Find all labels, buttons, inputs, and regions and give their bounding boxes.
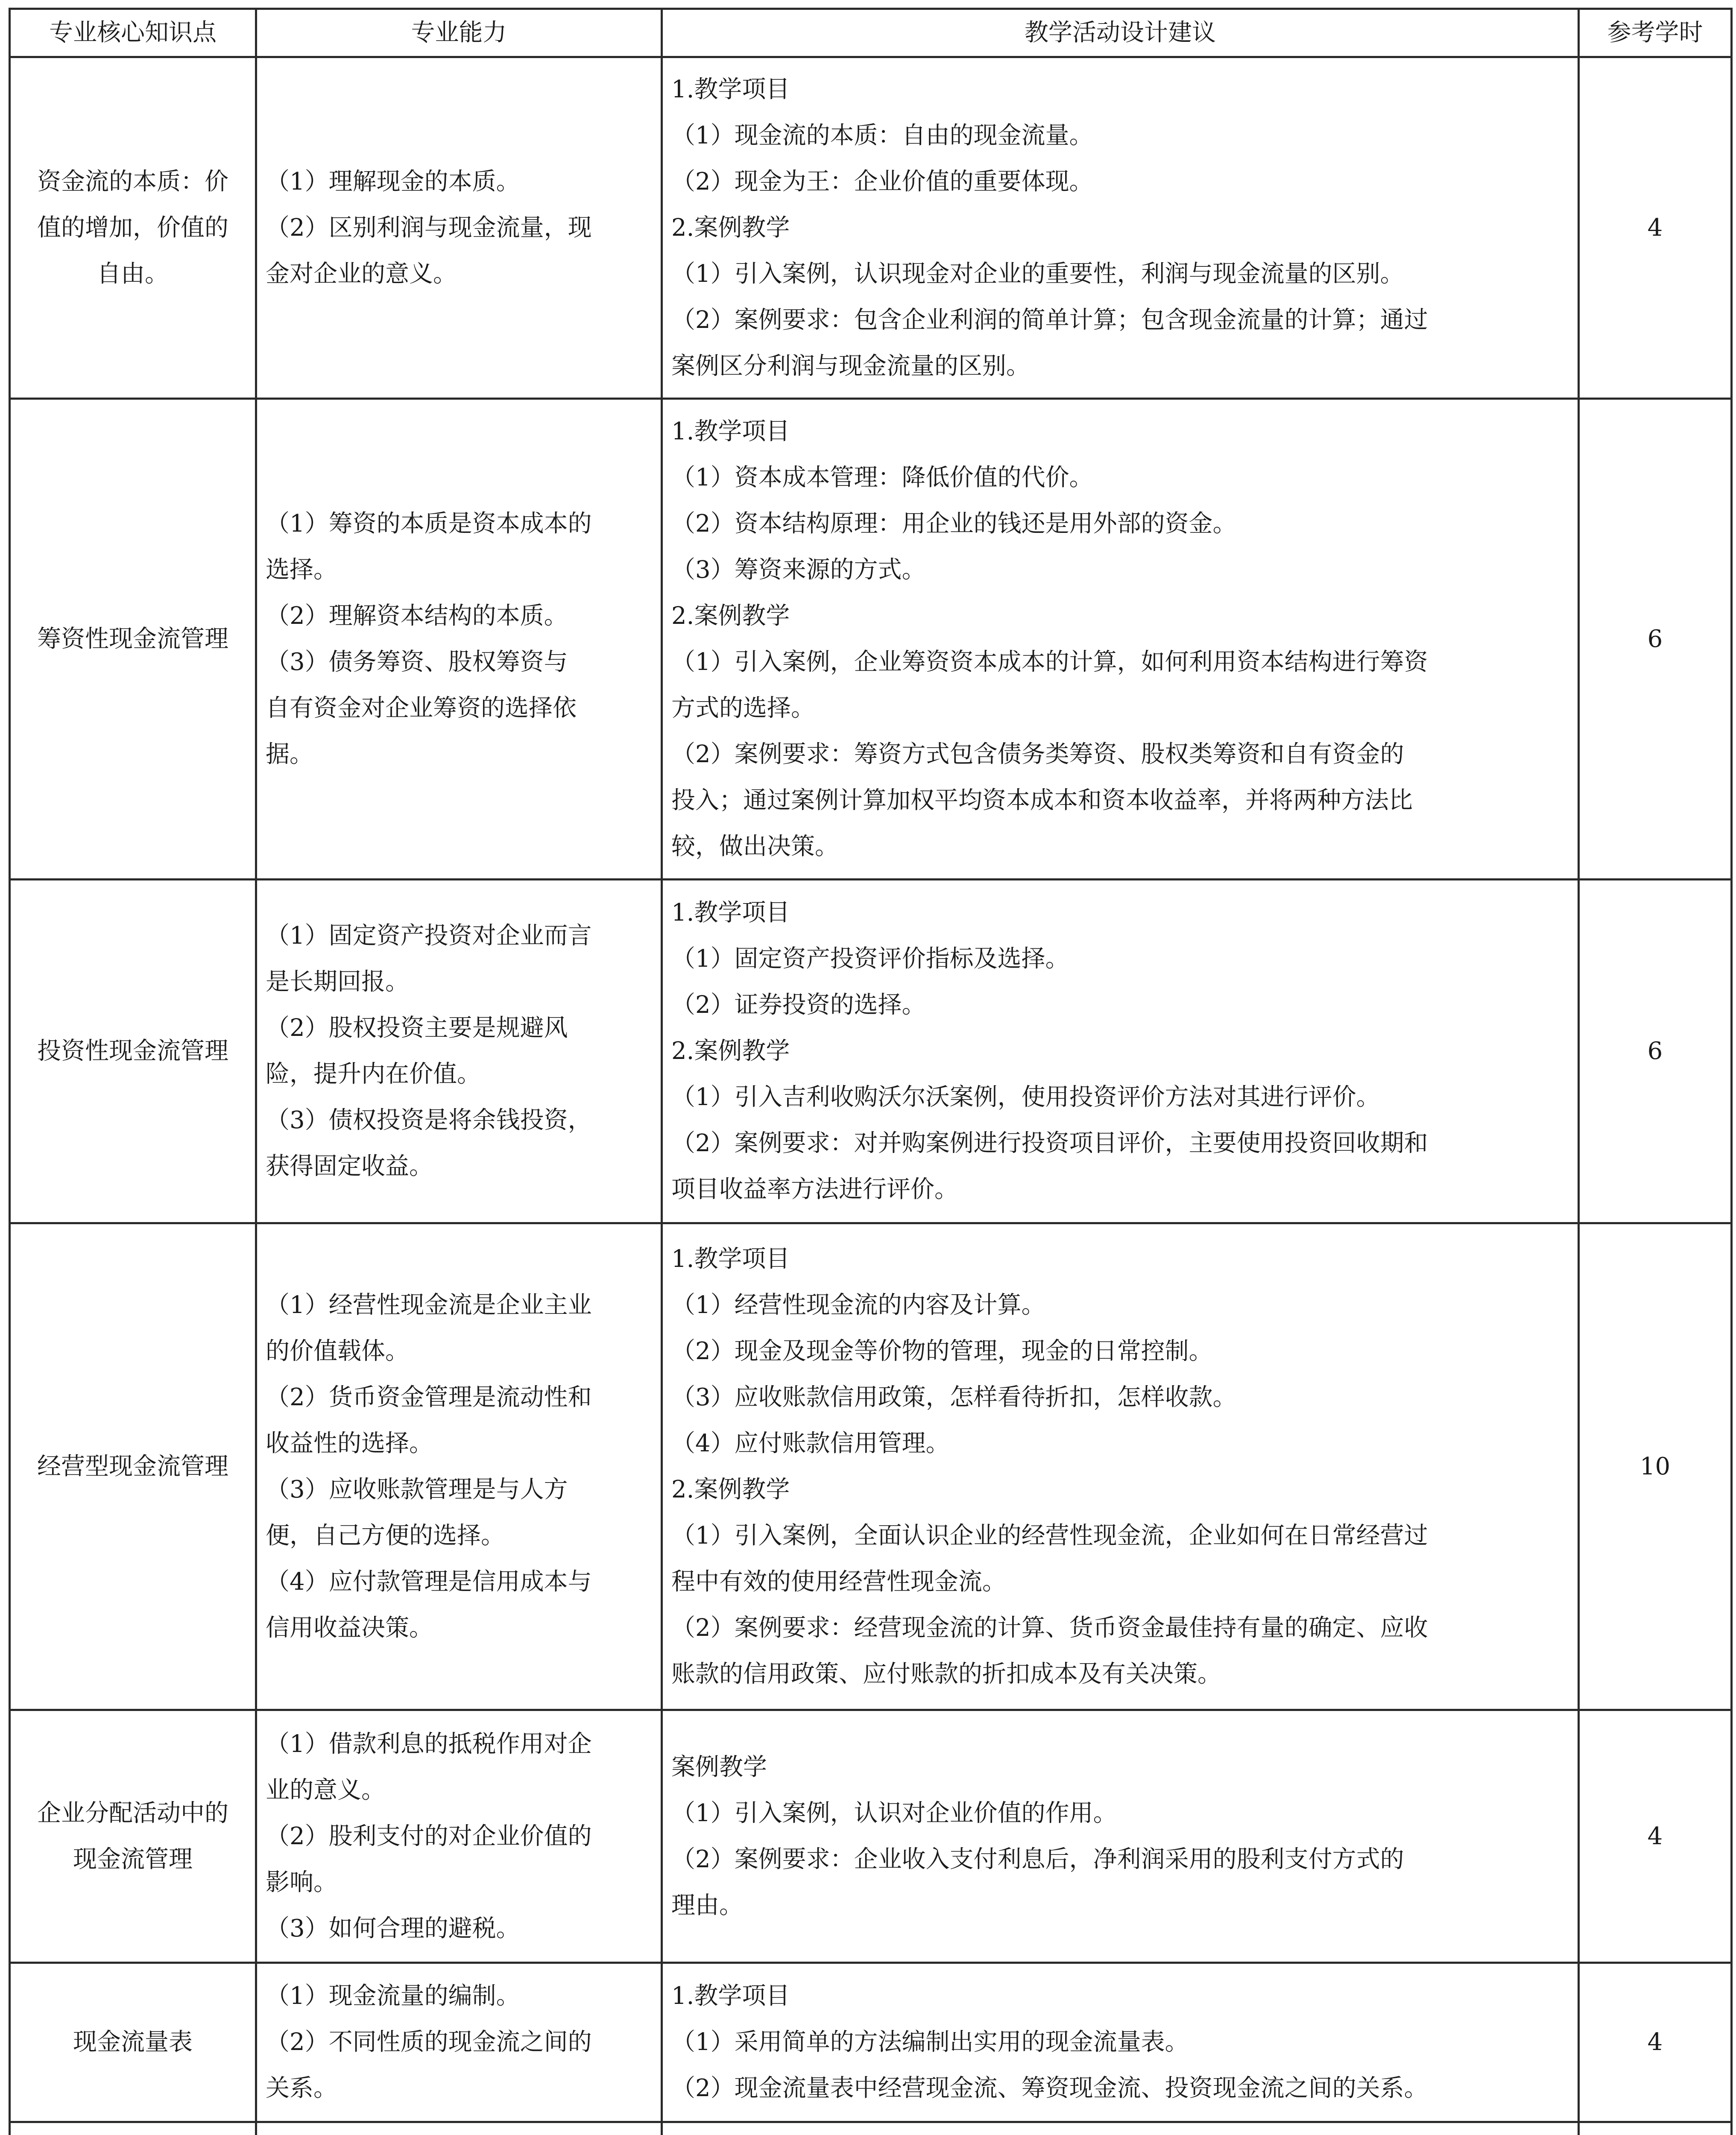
cell-ability xyxy=(256,1963,662,2122)
cell-ability-line: （1）固定资产投资对企业而言 xyxy=(266,922,592,950)
table-row xyxy=(10,880,1732,1223)
cell-ability-line: 便，自己方便的选择。 xyxy=(266,1521,505,1550)
cell-ability-line: 自有资金对企业筹资的选择依 xyxy=(266,694,577,722)
cell-ability-line: 险，提升内在价值。 xyxy=(266,1060,481,1088)
cell-activity-line: （2）现金及现金等价物的管理，现金的日常控制。 xyxy=(671,1337,1213,1365)
cell-knowledge xyxy=(10,880,256,1223)
table-row xyxy=(10,1710,1732,1963)
cell-ability-line: （1）现金流量的编制。 xyxy=(266,1982,520,2010)
cell-ability-line: （4）应付款管理是信用成本与 xyxy=(266,1568,592,1596)
cell-activity-line: 理由。 xyxy=(671,1891,743,1919)
cell-activity-line: 较，做出决策。 xyxy=(671,832,839,860)
cell-ability-line: （3）如何合理的避税。 xyxy=(266,1914,520,1942)
cell-activity-line: 1.教学项目 xyxy=(671,1982,790,2010)
cell-ability-line: （1）经营性现金流是企业主业 xyxy=(266,1291,592,1319)
cell-activity xyxy=(662,2122,1579,2135)
cell-activity-line: 1.教学项目 xyxy=(671,417,790,445)
cell-activity-line: （2）案例要求：对并购案例进行投资项目评价，主要使用投资回收期和 xyxy=(671,1129,1428,1157)
cell-ability-line: （3）应收账款管理是与人方 xyxy=(266,1475,568,1503)
cell-ability-line: 的价值载体。 xyxy=(266,1337,409,1365)
table-row xyxy=(10,399,1732,880)
cell-activity-line: （1）经营性现金流的内容及计算。 xyxy=(671,1291,1045,1319)
cell-activity-line: 案例教学 xyxy=(671,1753,767,1781)
cell-activity-line: （1）资本成本管理：降低价值的代价。 xyxy=(671,463,1093,491)
cell-activity xyxy=(662,880,1579,1223)
cell-knowledge xyxy=(10,1223,256,1710)
table-row xyxy=(10,1963,1732,2122)
cell-knowledge xyxy=(10,57,256,399)
cell-ability-line: 业的意义。 xyxy=(266,1776,385,1804)
cell-activity-line: （4）应付账款信用管理。 xyxy=(671,1429,950,1457)
cell-ability-line: （1）借款利息的抵税作用对企 xyxy=(266,1730,592,1758)
cell-ability-line: 据。 xyxy=(266,740,313,768)
cell-ability-line: 获得固定收益。 xyxy=(266,1152,433,1180)
table-row xyxy=(10,2122,1732,2135)
cell-knowledge-line: 自由。 xyxy=(97,260,169,288)
cell-activity-line: （2）案例要求：包含企业利润的简单计算；包含现金流量的计算；通过 xyxy=(671,306,1428,334)
cell-knowledge xyxy=(10,1963,256,2122)
cell-activity-line: （2）案例要求：经营现金流的计算、货币资金最佳持有量的确定、应收 xyxy=(671,1614,1428,1642)
table-row xyxy=(10,57,1732,399)
cell-ability-line: 信用收益决策。 xyxy=(266,1614,433,1642)
cell-activity xyxy=(662,399,1579,880)
cell-ability-line: （2）区别利润与现金流量，现 xyxy=(266,214,592,242)
table-row xyxy=(10,1223,1732,1710)
cell-activity-line: （2）案例要求：筹资方式包含债务类筹资、股权类筹资和自有资金的 xyxy=(671,740,1404,768)
cell-activity xyxy=(662,1710,1579,1963)
cell-ability-line: （3）债权投资是将余钱投资， xyxy=(266,1106,592,1134)
cell-hours: 6 xyxy=(1579,880,1732,1223)
cell-activity-line: （2）现金为王：企业价值的重要体现。 xyxy=(671,167,1093,196)
cell-activity-line: 1.教学项目 xyxy=(671,75,790,103)
cell-knowledge-line: 现金流量表 xyxy=(73,2028,193,2056)
cell-activity-line: （2）证券投资的选择。 xyxy=(671,991,926,1019)
cell-ability-line: （2）货币资金管理是流动性和 xyxy=(266,1383,592,1411)
cell-ability-line: （2）股利支付的对企业价值的 xyxy=(266,1822,592,1850)
cell-activity-line: 2.案例教学 xyxy=(671,1475,790,1503)
cell-activity-line: （1）固定资产投资评价指标及选择。 xyxy=(671,945,1069,973)
cell-activity-line: 账款的信用政策、应付账款的折扣成本及有关决策。 xyxy=(671,1660,1221,1688)
header-activity: 教学活动设计建议 xyxy=(662,9,1579,57)
cell-activity-line: 2.案例教学 xyxy=(671,1037,790,1065)
cell-knowledge-line: 筹资性现金流管理 xyxy=(37,625,228,653)
header-knowledge: 专业核心知识点 xyxy=(10,9,256,57)
cell-ability-line: 收益性的选择。 xyxy=(266,1429,433,1457)
cell-ability-line xyxy=(266,2131,650,2135)
cell-ability xyxy=(256,880,662,1223)
cell-activity-line: （2）资本结构原理：用企业的钱还是用外部的资金。 xyxy=(671,509,1237,538)
cell-ability-line: （2）理解资本结构的本质。 xyxy=(266,602,568,630)
cell-knowledge-line: 经营型现金流管理 xyxy=(37,1452,228,1480)
cell-activity-line: （2）现金流量表中经营现金流、筹资现金流、投资现金流之间的关系。 xyxy=(671,2074,1428,2102)
cell-hours: 4 xyxy=(1579,1710,1732,1963)
cell-ability xyxy=(256,2122,662,2135)
cell-knowledge-line: 现金流管理 xyxy=(73,1845,193,1873)
cell-activity-line: 2.案例教学 xyxy=(671,602,790,630)
cell-ability-line: 是长期回报。 xyxy=(266,968,409,996)
cell-activity-line: 案例区分利润与现金流量的区别。 xyxy=(671,352,1030,380)
cell-ability-line: 影响。 xyxy=(266,1868,337,1896)
cell-ability xyxy=(256,1223,662,1710)
cell-knowledge xyxy=(10,399,256,880)
cell-activity-line: （3）筹资来源的方式。 xyxy=(671,556,926,584)
table-body xyxy=(10,57,1732,2135)
cell-hours: 4 xyxy=(1579,57,1732,399)
cell-activity xyxy=(662,1963,1579,2122)
cell-knowledge xyxy=(10,1710,256,1963)
cell-activity-line: （1）引入案例，全面认识企业的经营性现金流，企业如何在日常经营过 xyxy=(671,1521,1428,1550)
cell-activity-line: （1）采用简单的方法编制出实用的现金流量表。 xyxy=(671,2028,1189,2056)
header-row xyxy=(10,9,1732,57)
cell-activity xyxy=(662,57,1579,399)
cell-activity xyxy=(662,1223,1579,1710)
cell-knowledge-line: 值的增加，价值的 xyxy=(37,214,228,242)
cell-ability-line: （2）股权投资主要是规避风 xyxy=(266,1014,568,1042)
cell-activity-line: 程中有效的使用经营性现金流。 xyxy=(671,1568,1006,1596)
cell-ability-line: （1）筹资的本质是资本成本的 xyxy=(266,509,592,538)
cell-hours: 6 xyxy=(1579,399,1732,880)
cell-ability xyxy=(256,57,662,399)
cell-activity-line: 方式的选择。 xyxy=(671,694,815,722)
cell-activity-line: （1）现金流的本质：自由的现金流量。 xyxy=(671,121,1093,149)
cell-ability-line: （2）不同性质的现金流之间的 xyxy=(266,2028,592,2056)
cell-ability-line: （3）债务筹资、股权筹资与 xyxy=(266,648,568,676)
cell-activity-line: 项目收益率方法进行评价。 xyxy=(671,1176,958,1203)
cell-hours: 10 xyxy=(1579,1223,1732,1710)
cell-activity-line: （1）引入案例，企业筹资资本成本的计算，如何利用资本结构进行筹资 xyxy=(671,648,1428,676)
cell-ability xyxy=(256,399,662,880)
cell-activity-line: 投入；通过案例计算加权平均资本成本和资本收益率，并将两种方法比 xyxy=(671,786,1413,814)
cell-knowledge-line: 资金流的本质：价 xyxy=(37,167,228,196)
cell-knowledge xyxy=(10,2122,256,2135)
cell-knowledge-line: 投资性现金流管理 xyxy=(37,1037,228,1065)
cell-activity-line: （1）引入案例，认识对企业价值的作用。 xyxy=(671,1799,1117,1827)
cell-activity-line: 1.教学项目 xyxy=(671,1245,790,1273)
cell-activity-line: （2）案例要求：企业收入支付利息后，净利润采用的股利支付方式的 xyxy=(671,1845,1404,1873)
cell-hours: 4 xyxy=(1579,1963,1732,2122)
cell-ability-line: （1）理解现金的本质。 xyxy=(266,167,520,196)
header-ability: 专业能力 xyxy=(256,9,662,57)
cell-activity-line: 1.教学项目 xyxy=(671,899,790,927)
course-table xyxy=(9,8,1733,2135)
cell-hours xyxy=(1579,2122,1732,2135)
cell-activity-line: （1）引入案例，认识现金对企业的重要性，利润与现金流量的区别。 xyxy=(671,260,1404,288)
cell-activity-line: （3）应收账款信用政策，怎样看待折扣，怎样收款。 xyxy=(671,1383,1237,1411)
cell-activity-line: （1）引入吉利收购沃尔沃案例，使用投资评价方法对其进行评价。 xyxy=(671,1083,1380,1111)
cell-activity-line: 2.案例教学 xyxy=(671,214,790,242)
cell-knowledge-line: 企业分配活动中的 xyxy=(37,1799,228,1827)
cell-ability xyxy=(256,1710,662,1963)
cell-ability-line: 选择。 xyxy=(266,556,337,584)
header-hours: 参考学时 xyxy=(1579,9,1732,57)
cell-ability-line: 关系。 xyxy=(266,2074,337,2102)
cell-ability-line: 金对企业的意义。 xyxy=(266,260,457,288)
